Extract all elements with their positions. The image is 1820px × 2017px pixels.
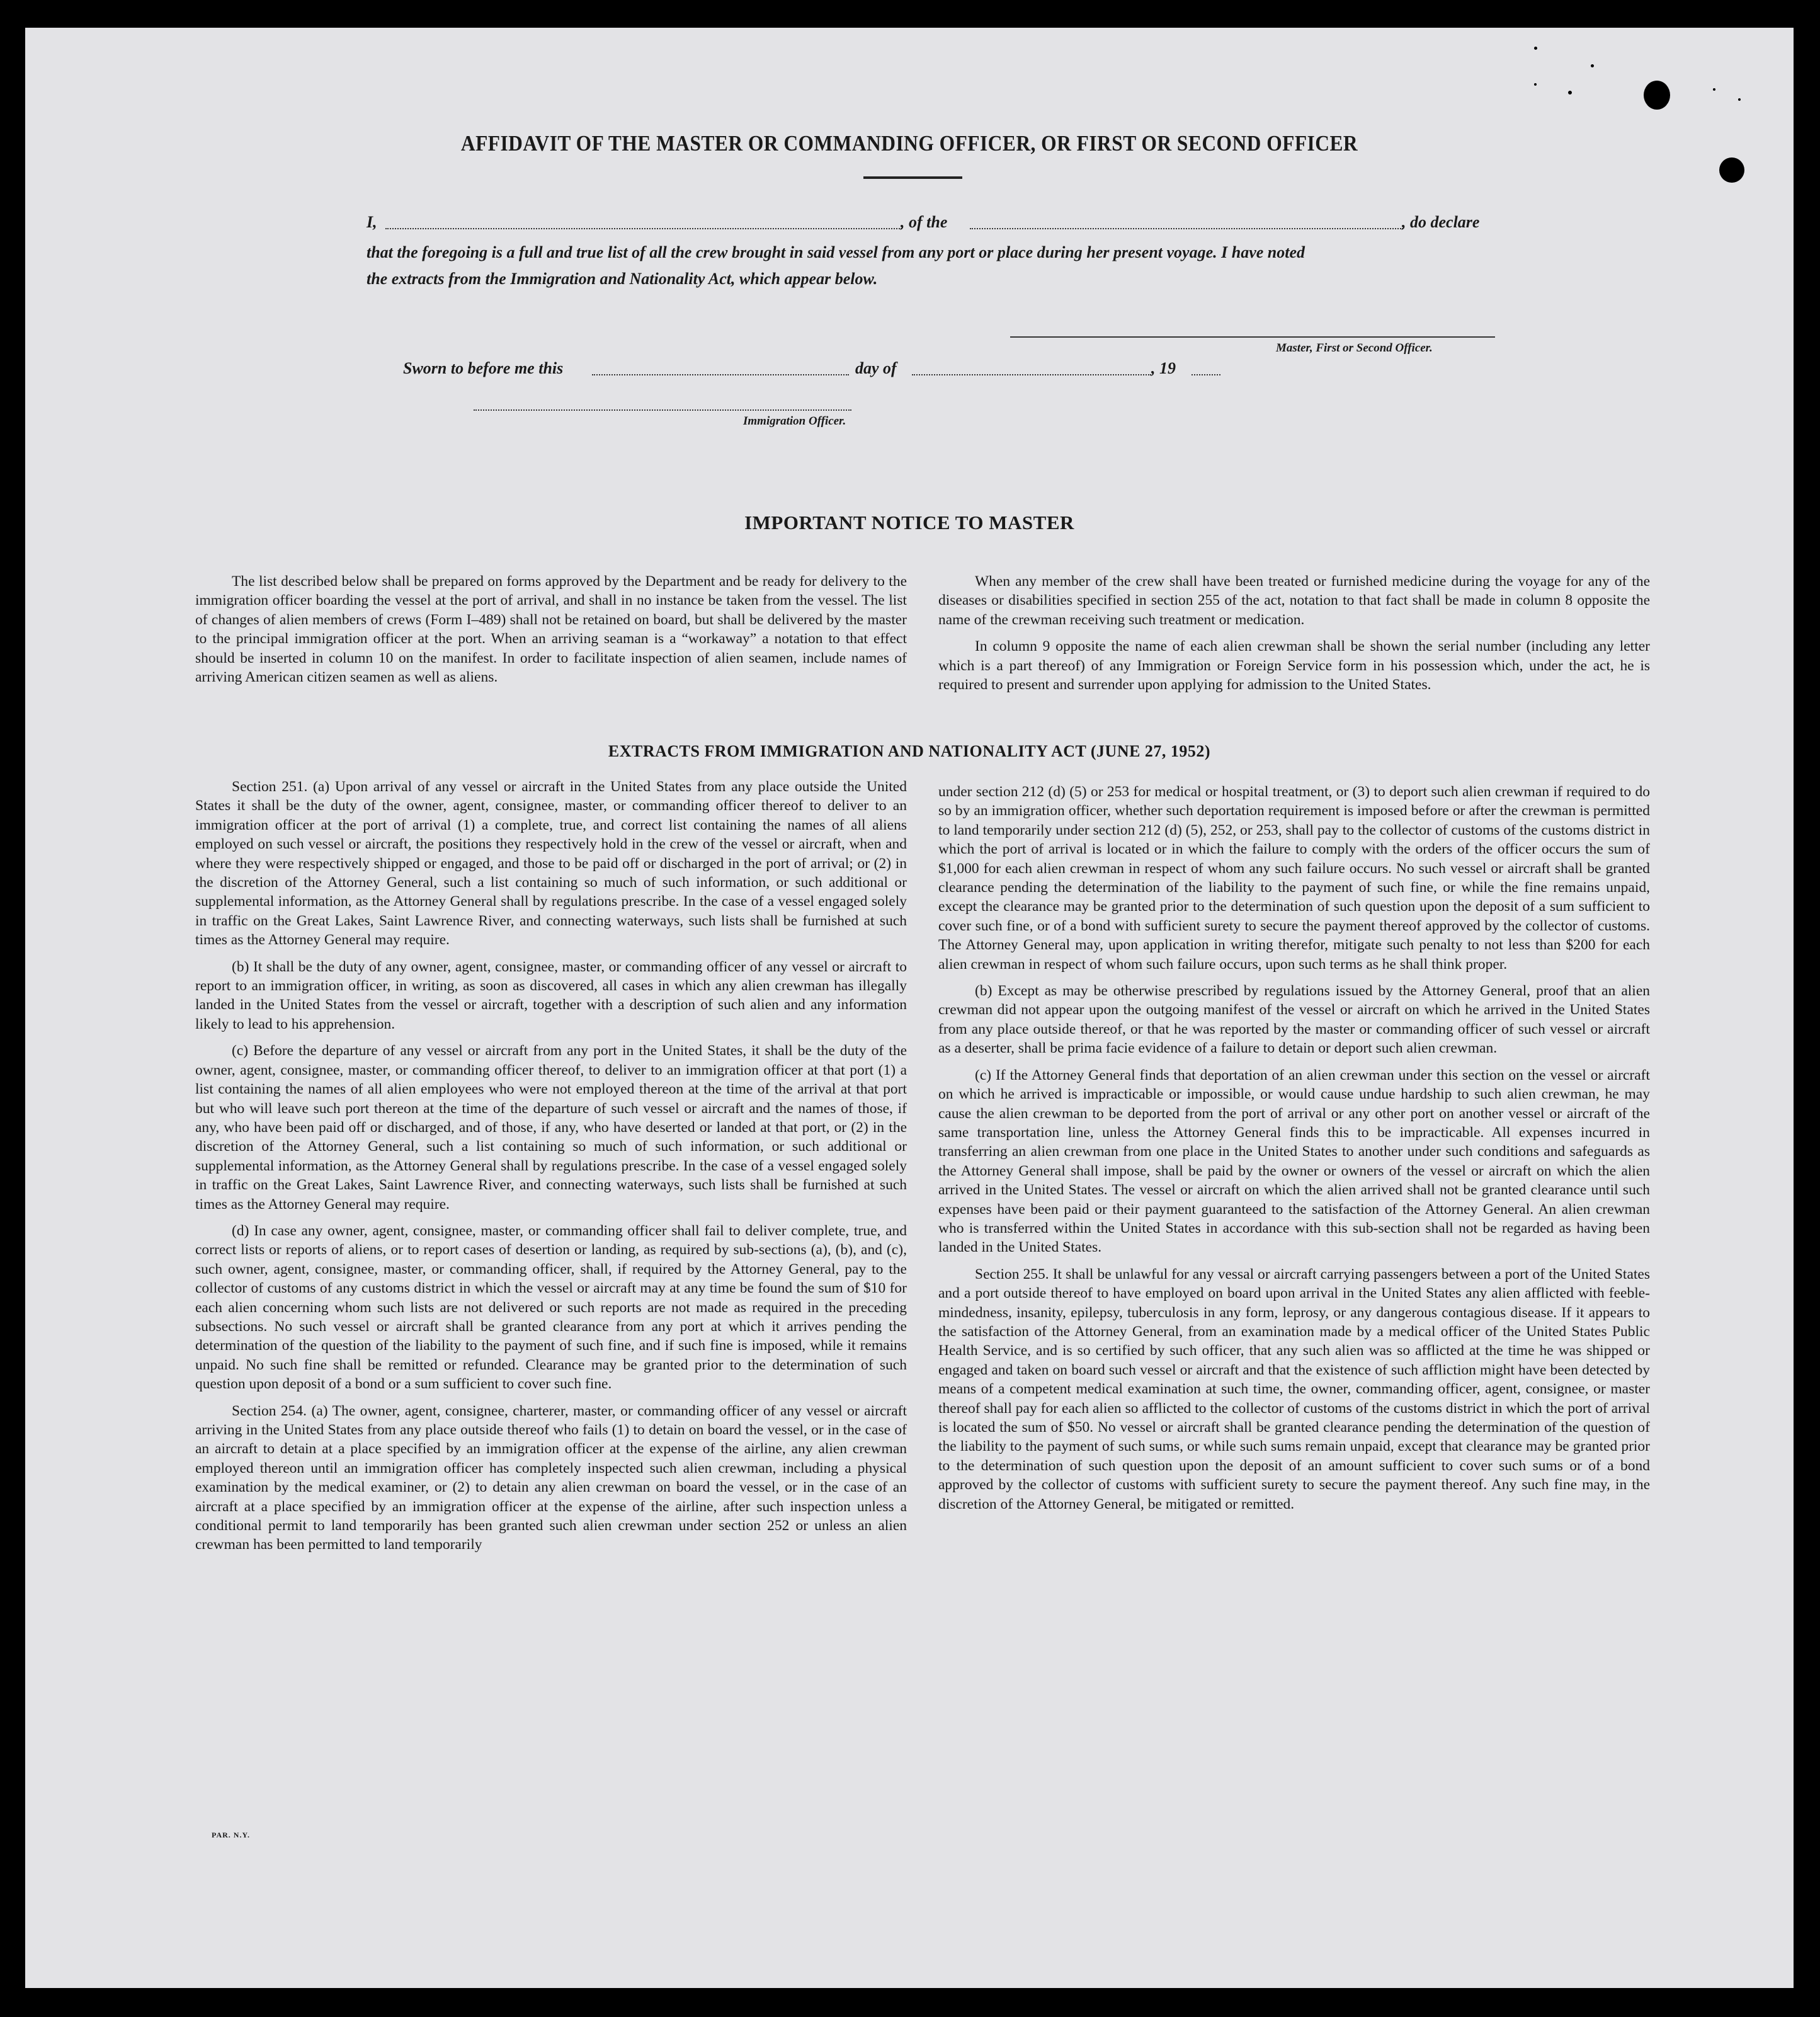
title-underline (863, 176, 962, 179)
section-251-a: Section 251. (a) Upon arrival of any vessel or aircraft in the United States from any place outside the United States it shall be the duty of the owner, agent, consignee, master, or commanding officer thereof to deliver to an immigration officer at the port of arrival (1) a complete, true, and correct list containing the names of all aliens employed on such vessel or aircraft, the positions they respectively hold in the crew of the vessel or aircraft, when and where they were respectively shipped or engaged, and those to be paid off or discharged in the port of arrival; or (2) in the discretion of the Attorney General, such a list containing so much of such information, or such additional or supplemental information, as the Attorney General shall by regulations prescribe. In the case of a vessel engaged solely in traffic on the Great Lakes, Saint Lawrence River, and connecting waterways, such lists shall be furnished at such times as the Attorney General may require. (195, 779, 907, 949)
sworn-label: Sworn to before me this (403, 359, 564, 377)
master-signature-label: Master, First or Second Officer. (1276, 341, 1433, 355)
notice-right-column (938, 572, 1650, 702)
declaration-do-declare: , do declare (1402, 213, 1480, 231)
scan-speck (1534, 47, 1537, 50)
notice-paragraph: When any member of the crew shall have been treated or furnished medicine during the voyage for any of the diseases or disabilities specified in section 255 of the act, notation to that fact shall be made in column 8 opposite the name of the crewman receiving such treatment or medication. (938, 573, 1650, 628)
section-254-b: (b) Except as may be otherwise prescribed by regulations issued by the Attorney General, proof that an alien crewman did not appear upon the outgoing manifest of the vessel or aircraft on which he arrived in the United States from any place outside thereof, or that he was reported by the master or commanding officer of such vessel or aircraft as a deserter, shall be prima facie evidence of a failure to detain or deport such alien crewman. (938, 983, 1650, 1057)
name-field[interactable] (385, 228, 902, 229)
section-255: Section 255. It shall be unlawful for any vessal or aircraft carrying passengers between a port of the United States and a port outside thereof to have employed on board upon arrival in the United States any alien afflicted with feeble-mindedness, insanity, epilepsy, tuberculosis in any form, leprosy, or any dangerous contagious disease. If it appears to the satisfaction of the Attorney General, from an examination made by a medical officer of the United States Public Health Service, and is so certified by such officer, that any such alien was so afflicted at the time he was shipped or engaged and taken on board such vessel or aircraft and that the existence of such affliction might have been detected by means of a competent medical examination at such time, the owner, commanding officer, agent, consignee, or master thereof shall pay for each alien so afflicted to the collector of customs of the customs district in which the port of arrival is located the sum of $50. No vessel or aircraft shall be granted clearance pending the determination of the question of the liability to the payment of such sums, or while such sums remain unpaid, except that clearance may be granted prior to the determination of such question upon the deposit of an amount sufficient to cover such sums or of a bond approved by the collector of customs with sufficient surety to secure the payment thereof. Any such fine may, in the discretion of the Attorney General, be mitigated or remitted. (938, 1266, 1650, 1512)
section-254-a-continued: under section 212 (d) (5) or 253 for medical or hospital treatment, or (3) to deport such alien crewman if required to do so by an immigration officer, whether such deportation requirement is imposed before or after the crewman is permitted to land temporarily under section 212 (d) (5), 252, or 253, shall pay to the collector of customs of the customs district in which the port of arrival is located or in which the failure to comply with the orders of the officer occurs the sum of $1,000 for each alien crewman in respect of whom any such failure occurs. No such vessel or aircraft shall be granted clearance pending the determination of the liability to the payment of such fine, or while the fine remains unpaid, except the clearance may be granted prior to the determination of such question upon the deposit of a sum sufficient to cover such fine, or of a bond with sufficient surety to secure the payment thereof approved by the collector of customs. The Attorney General may, upon application in writing therefor, mitigate such penalty to not less than $200 for each alien crewman in respect of whom such failure occurs, upon such terms as he shall think proper. (938, 784, 1650, 973)
year-prefix: , 19 (1151, 359, 1176, 377)
day-of-label: day of (855, 359, 897, 377)
master-signature-line[interactable] (1010, 336, 1495, 338)
sworn-year-field[interactable] (1192, 374, 1220, 375)
declaration-of-the: , of the (901, 213, 948, 231)
notice-title: IMPORTANT NOTICE TO MASTER (744, 511, 1074, 534)
affidavit-title: AFFIDAVIT OF THE MASTER OR COMMANDING OFFICER, OR FIRST OR SECOND OFFICER (460, 131, 1358, 156)
scan-speck (1568, 91, 1572, 94)
declaration-statement-continued: the extracts from the Immigration and Nationality Act, which appear below. (367, 270, 878, 288)
declaration-statement: that the foregoing is a full and true list of all the crew brought in said vessel from any port or place during her present voyage. I have noted (367, 243, 1305, 261)
extracts-left-column (195, 777, 907, 1562)
section-254-a: Section 254. (a) The owner, agent, consignee, charterer, master, or commanding officer of any vessel or aircraft arriving in the United States from any place outside thereof who fails (1) to detain on board the vessel, or in the case of an aircraft to detain at a place specified by an immigration officer at the expense of the airline, any alien crewman employed thereon until an immigration officer has completely inspected such alien crewman, including a physical examination by the medical examiner, or (2) to detain any alien crewman on board the vessel, or in the case of an aircraft at a place specified by an immigration officer at the expense of the airline, after such inspection unless a conditional permit to land temporarily has been granted such alien crewman under section 252 or unless an alien crewman has been permitted to land temporarily (195, 1402, 907, 1553)
scan-speck (1534, 83, 1537, 86)
declaration-i: I, (367, 213, 377, 231)
notice-paragraph: In column 9 opposite the name of each alien crewman shall be shown the serial number (including any letter which is a part thereof) of any Immigration or Foreign Service form in his possession which, under the act, he is required to present and surrender upon applying for admission to the United States. (938, 638, 1650, 694)
officer-signature-label: Immigration Officer. (743, 414, 846, 428)
document-page (25, 28, 1794, 1988)
notice-left-column (195, 572, 907, 694)
section-251-d: (d) In case any owner, agent, consignee, master, or commanding officer shall fail to deliver complete, true, and correct lists or reports of aliens, or to report cases of desertion or landing, as required by sub-sections (a), (b), and (c), such owner, agent, consignee, master, or commanding officer, shall, if required by the Attorney General, pay to the collector of customs of any customs district in which the vessel or aircraft may at any time be found the sum of $10 for each alien concerning whom such lists are not delivered or such reports are not made as required in the preceding subsections. No such vessel or aircraft shall be granted clearance from any port at which it arrives pending the determination of the question of the liability to the payment of such fine, and if such fine is imposed, while it remains unpaid. No such fine shall be remitted or refunded. Clearance may be granted prior to the determination of such question upon deposit of a bond or a sum sufficient to cover such fine. (195, 1222, 907, 1393)
notice-paragraph: The list described below shall be prepared on forms approved by the Department and be ready for delivery to the immigration officer boarding the vessel at the port of arrival, and shall in no instance be taken from the vessel. The list of changes of alien members of crews (Form I–489) shall not be retained on board, but shall be delivered by the master to the principal immigration officer at the port. When an arriving seaman is a “workaway” a notation to that effect should be inserted in column 10 on the manifest. In order to facilitate inspection of alien seamen, include names of arriving American citizen seamen as well as aliens. (195, 573, 907, 686)
scan-speck (1713, 88, 1715, 91)
extracts-right-column (938, 782, 1650, 1521)
officer-signature-line[interactable] (474, 409, 851, 411)
section-251-b: (b) It shall be the duty of any owner, agent, consignee, master, or commanding officer of any vessel or aircraft to report to an immigration officer, in writing, as soon as discovered, all cases in which any alien crewman has illegally landed in the United States from the vessel or aircraft, together with a description of such alien and any information likely to lead to his apprehension. (195, 958, 907, 1032)
section-251-c: (c) Before the departure of any vessel or aircraft from any port in the United States, it shall be the duty of the owner, agent, consignee, master, or commanding officer thereof, to deliver to an immigration officer at that port (1) a list containing the names of all alien employees who were not employed thereon at the time of the arrival at that port but who will leave such port thereon at the time of the departure of such vessel or aircraft and the names of those, if any, who have been paid off or discharged, and of those, if any, who have deserted or landed at that port, or (2) in the discretion of the Attorney General, such a list containing so much of such information, or such additional or supplemental information, as the Attorney General shall by regulations prescribe. In the case of a vessel engaged solely in traffic on the Great Lakes, Saint Lawrence River, and connecting waterways, such lists shall be furnished at such times as the Attorney General may require. (195, 1043, 907, 1213)
scan-speck (1644, 81, 1670, 110)
scan-speck (1591, 64, 1594, 67)
sworn-month-field[interactable] (912, 374, 1151, 375)
scan-speck (1738, 98, 1741, 101)
section-254-c: (c) If the Attorney General finds that deportation of an alien crewman under this section on the vessel or aircraft on which he arrived is impracticable or impossible, or would cause undue hardship to such alien crewman, he may cause the alien crewman to be deported from the port of arrival or any other port on another vessel or aircraft of the same transportation line, unless the Attorney General finds this to be impracticable. All expenses incurred in transferring an alien crewman from one place in the United States to another under such conditions and safeguards as the Attorney General shall impose, shall be paid by the owner or owners of the vessel or aircraft on which the alien arrived in the United States. The vessel or aircraft on which the alien arrived shall not be granted clearance until such expenses have been paid or their payment guaranteed to the satisfaction of the Attorney General. An alien crewman who is transferred within the United States in accordance with this sub-section shall not be regarded as having been landed in the United States. (938, 1066, 1650, 1256)
sworn-day-field[interactable] (592, 374, 849, 375)
scan-speck (1719, 157, 1744, 183)
printer-mark: PAR. N.Y. (212, 1831, 251, 1839)
extracts-title: EXTRACTS FROM IMMIGRATION AND NATIONALITY ACT (JUNE 27, 1952) (608, 742, 1211, 760)
vessel-field[interactable] (970, 228, 1403, 229)
